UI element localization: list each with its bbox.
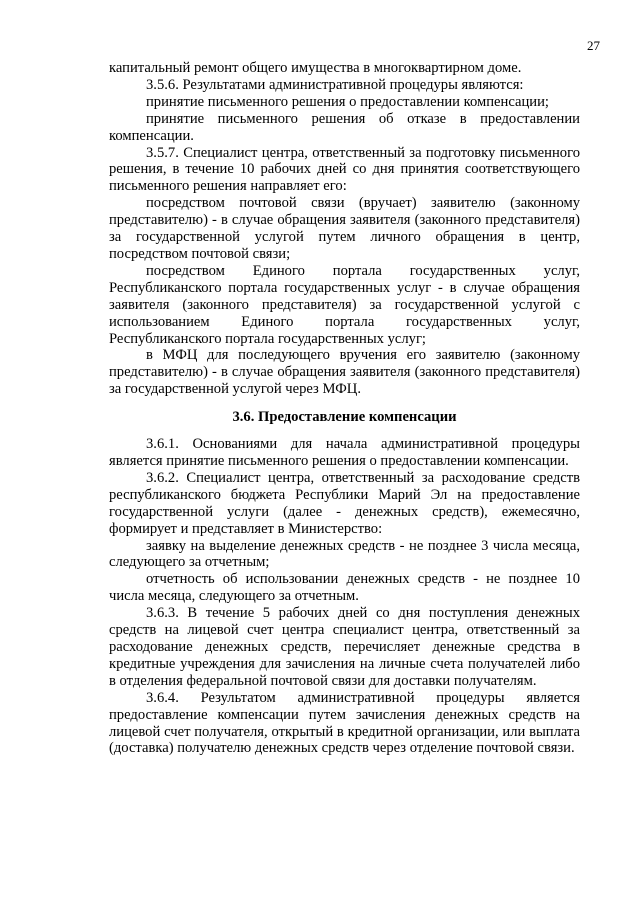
paragraph: в МФЦ для последующего вручения его заявителю (законному представителю) - в случае обращения заявителя (законного представителя) за государственной услугой через МФЦ.	[109, 347, 580, 398]
paragraph: 3.6.3. В течение 5 рабочих дней со дня поступления денежных средств на лицевой счет центра специалист центра, ответственный за расходование денежных средств, перечисляет денежные средства в кредитные учреждения для зачисления на личные счета получателей либо в отделения федеральной почтовой связи для доставки получателям.	[109, 605, 580, 689]
page-number: 27	[587, 38, 600, 53]
section-heading: 3.6. Предоставление компенсации	[232, 409, 457, 426]
paragraph: принятие письменного решения об отказе в предоставлении компенсации.	[109, 110, 580, 144]
paragraph: заявку на выделение денежных средств - не позднее 3 числа месяца, следующего за отчетным;	[109, 537, 580, 571]
paragraph: 3.6.4. Результатом административной процедуры является предоставление компенсации путем зачисления денежных средств на лицевой счет получателя, открытый в кредитной организации, или выплата (доставка) получателю денежных средств через отделение почтовой связи.	[109, 689, 580, 757]
paragraph: отчетность об использовании денежных средств - не позднее 10 числа месяца, следующего за отчетным.	[109, 571, 580, 605]
paragraph: посредством почтовой связи (вручает) заявителю (законному представителю) - в случае обращения заявителя (законного представителя) за государственной услугой путем личного обращения в центр, посредством почтовой связи;	[109, 195, 580, 262]
document-body	[109, 60, 580, 757]
paragraph: 3.5.6. Результатами административной процедуры являются:	[146, 76, 524, 93]
paragraph: 3.6.1. Основаниями для начала административной процедуры является принятие письменного решения о предоставлении компенсации.	[109, 436, 580, 470]
paragraph: принятие письменного решения о предоставлении компенсации;	[146, 93, 549, 110]
paragraph: посредством Единого портала государственных услуг, Республиканского портала государственных услуг - в случае обращения заявителя (законного представителя) за государственной услугой с использованием Единого портала государственных услуг, Республиканского портала государственных услуг;	[109, 262, 580, 347]
paragraph: 3.6.2. Специалист центра, ответственный за расходование средств республиканского бюджета Республики Марий Эл на предоставление государственной услуги (далее - денежных средств), ежемесячно, формирует и представляет в Министерство:	[109, 469, 580, 537]
paragraph: капитальный ремонт общего имущества в многоквартирном доме.	[109, 60, 522, 76]
paragraph: 3.5.7. Специалист центра, ответственный за подготовку письменного решения, в течение 10 рабочих дней со дня принятия соответствующего письменного решения направляет его:	[109, 144, 580, 195]
